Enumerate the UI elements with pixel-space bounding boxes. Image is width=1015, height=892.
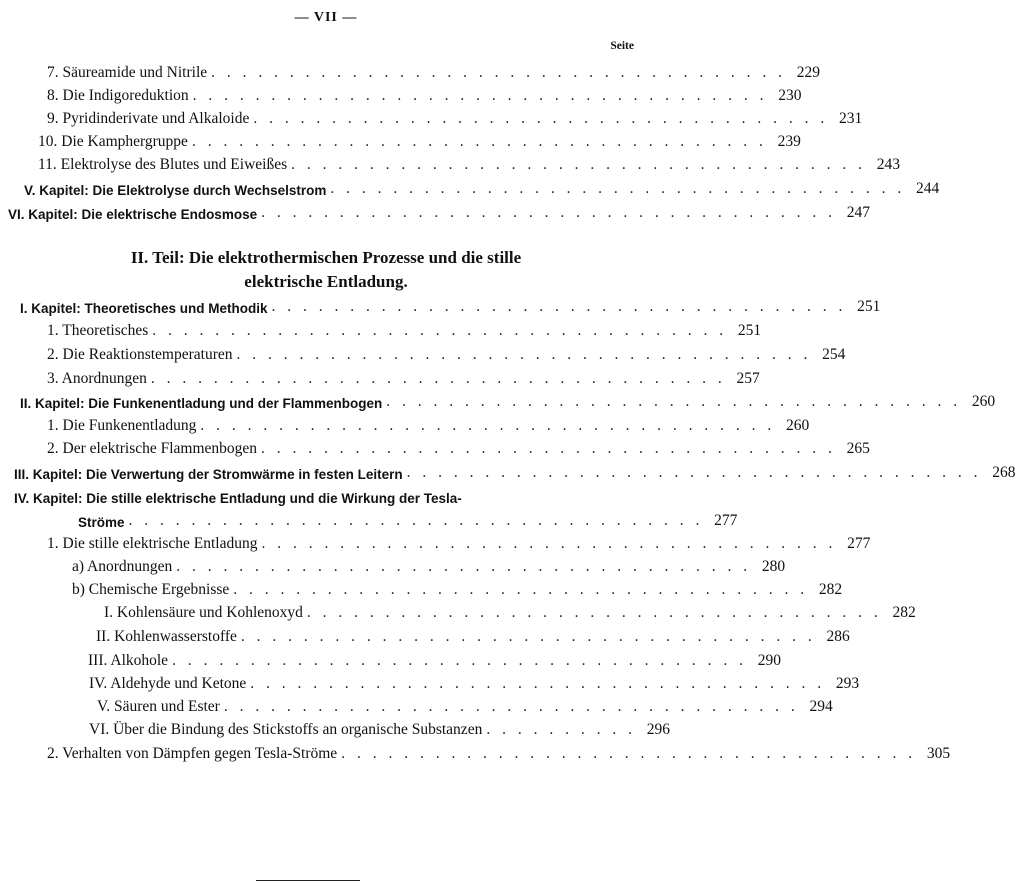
toc-page-number: 268 <box>992 464 1015 481</box>
toc-page-number: 257 <box>736 370 760 387</box>
toc-chapter-entry <box>0 484 636 506</box>
toc-page-number: 260 <box>786 417 810 434</box>
toc-chapter-entry <box>0 200 870 222</box>
dot-leader: . . . . . . . . . . . . . . . . . . . . . . . . . . . . . . . . . . . . . <box>223 698 799 715</box>
toc-entry-label: 2. Die Reaktionstemperaturen <box>47 346 233 363</box>
toc-entry <box>0 152 900 174</box>
toc-entry <box>0 318 762 340</box>
toc-entry-label: 1. Theoretisches <box>47 322 149 339</box>
bottom-rule <box>256 880 360 881</box>
toc-entry-label: 2. Verhalten von Dämpfen gegen Tesla-Ströme <box>47 745 338 762</box>
toc-page-number: 282 <box>892 604 916 621</box>
toc-entry <box>0 554 786 576</box>
toc-entry-label: V. Säuren und Ester <box>97 698 220 715</box>
toc-entry-label: 10. Die Kamphergruppe <box>38 133 188 150</box>
toc-chapter-label: IV. Kapitel: Die stille elektrische Entladung und die Wirkung der Tesla- <box>14 491 462 506</box>
toc-page-number: 230 <box>778 87 802 104</box>
toc-entry <box>0 648 781 670</box>
toc-entry <box>0 577 843 599</box>
toc-entry <box>0 83 802 105</box>
toc-page-number: 244 <box>915 180 940 197</box>
dot-leader: . . . . . . . . . . . . . . . . . . . . . . . . . . . . . . . . . . . . . <box>233 581 809 598</box>
toc-page-number: 229 <box>796 64 820 81</box>
toc-entry <box>0 129 801 151</box>
toc-entry-label: 3. Anordnungen <box>47 370 147 387</box>
dot-leader: . . . . . . . . . . . . . . . . . . . . . . . . . . . . . . . . . . . . . <box>406 464 982 481</box>
dot-leader: . . . . . . . . . . . . . . . . . . . . . . . . . . . . . . . . . . . . . <box>236 346 812 363</box>
toc-chapter-continuation <box>0 508 738 530</box>
seite-column-label: Seite <box>610 40 634 52</box>
toc-chapter-entry <box>0 389 996 411</box>
toc-entry <box>0 531 871 553</box>
part-title-line-1: II. Teil: Die elektrothermischen Prozesse und die stille <box>130 248 522 267</box>
dot-leader: . . . . . . . . . . . . . . . . . . . . . . . . . . . . . . . . . . . . . <box>291 156 866 173</box>
page-header: — VII — <box>294 10 358 25</box>
dot-leader: . . . . . . . . . . . . . . . . . . . . . . . . . . . . . . . . . . . . . <box>271 298 847 315</box>
dot-leader: . . . . . . . . . . . . . . . . . . . . . . . . . . . . . . . . . . . . . <box>250 675 826 692</box>
toc-page-number: 239 <box>777 133 801 150</box>
toc-entry-label: II. Kohlenwasserstoffe <box>96 628 237 645</box>
dot-leader: . . . . . . . . . . . . . . . . . . . . . . . . . . . . . . . . . . . . . <box>128 512 704 529</box>
dot-leader: . . . . . . . . . . . . . . . . . . . . . . . . . . . . . . . . . . . . . <box>253 110 829 127</box>
dot-leader: . . . . . . . . . . . . . . . . . . . . . . . . . . . . . . . . . . . . . <box>261 535 837 552</box>
toc-entry-label: 1. Die Funkenentladung <box>47 417 197 434</box>
toc-chapter-label: III. Kapitel: Die Verwertung der Stromwärme in festen Leitern <box>14 467 403 482</box>
toc-page-number: 251 <box>737 322 762 339</box>
toc-entry <box>0 436 870 458</box>
dot-leader: . . . . . . . . . . . . . . . . . . . . . . . . . . . . . . . . . . . . . <box>341 745 917 762</box>
toc-page-number: 294 <box>809 698 833 715</box>
toc-page-number: 254 <box>822 346 846 363</box>
toc-entry <box>0 717 670 739</box>
toc-chapter-entry <box>0 460 1015 482</box>
toc-entry <box>0 671 860 693</box>
dot-leader: . . . . . . . . . . . . . . . . . . . . . . . . . . . . . . . . . . . . . <box>152 322 728 339</box>
toc-page-number: 265 <box>846 440 870 457</box>
dot-leader: . . . . . . . . . . . . . . . . . . . . . . . . . . . . . . . . . . . . . <box>211 64 786 81</box>
toc-chapter-label: II. Kapitel: Die Funkenentladung und der Flammenbogen <box>20 396 383 411</box>
toc-chapter-label-continuation: Ströme <box>78 515 125 530</box>
toc-page-number: 296 <box>646 721 670 738</box>
dot-leader: . . . . . . . . . . . . . . . . . . . . . . . . . . . . . . . . . . . . . <box>306 604 882 621</box>
toc-entry <box>0 694 833 716</box>
toc-page-number: 293 <box>835 675 860 692</box>
dot-leader: . . . . . . . . . . . . . . . . . . . . . . . . . . . . . . . . . . . . . <box>176 558 752 575</box>
toc-entry-label: 9. Pyridinderivate und Alkaloide <box>47 110 250 127</box>
toc-page-number: 260 <box>971 393 996 410</box>
toc-page-number: 305 <box>926 745 951 762</box>
toc-page-number: 286 <box>826 628 850 645</box>
toc-page-number: 277 <box>847 535 871 552</box>
toc-entry-label: 1. Die stille elektrische Entladung <box>47 535 258 552</box>
toc-chapter-entry <box>0 176 940 198</box>
toc-page-number: 247 <box>846 204 870 221</box>
toc-entry <box>0 413 810 435</box>
toc-entry-label: IV. Aldehyde und Ketone <box>89 675 247 692</box>
toc-entry-label: b) Chemische Ergebnisse <box>72 581 230 598</box>
toc-entry <box>0 106 863 128</box>
toc-entry-label: 7. Säureamide und Nitrile <box>47 64 208 81</box>
toc-chapter-label: V. Kapitel: Die Elektrolyse durch Wechselstrom <box>24 183 327 198</box>
toc-entry <box>0 624 850 646</box>
toc-entry-label: 8. Die Indigoreduktion <box>47 87 189 104</box>
toc-page-number: 277 <box>714 512 738 529</box>
part-title-line-2: elektrische Entladung. <box>244 272 408 291</box>
toc-entry-label: VI. Über die Bindung des Stickstoffs an organische Substanzen <box>89 721 483 738</box>
toc-page-number: 290 <box>757 652 781 669</box>
toc-page-number: 280 <box>761 558 786 575</box>
dot-leader: . . . . . . . . . . . . . . . . . . . . . . . . . . . . . . . . . . . . . <box>172 652 747 669</box>
dot-leader: . . . . . . . . . . . . . . . . . . . . . . . . . . . . . . . . . . . . . <box>200 417 776 434</box>
toc-entry <box>0 60 820 82</box>
dot-leader: . . . . . . . . . . <box>486 721 636 738</box>
dot-leader: . . . . . . . . . . . . . . . . . . . . . . . . . . . . . . . . . . . . . <box>191 133 767 150</box>
toc-page-number: 282 <box>818 581 843 598</box>
toc-page-number: 231 <box>838 110 863 127</box>
toc-entry-label: I. Kohlensäure und Kohlenoxyd <box>104 604 303 621</box>
toc-chapter-label: I. Kapitel: Theoretisches und Methodik <box>20 301 268 316</box>
dot-leader: . . . . . . . . . . . . . . . . . . . . . . . . . . . . . . . . . . . . . <box>330 180 906 197</box>
toc-entry-label: 2. Der elektrische Flammenbogen <box>47 440 258 457</box>
toc-page-number: 243 <box>876 156 900 173</box>
toc-entry <box>0 342 846 364</box>
toc-entry-label: III. Alkohole <box>88 652 169 669</box>
toc-page-number: 251 <box>857 298 881 315</box>
dot-leader: . . . . . . . . . . . . . . . . . . . . . . . . . . . . . . . . . . . . . <box>192 87 768 104</box>
toc-entry-label: a) Anordnungen <box>72 558 173 575</box>
toc-entry <box>0 366 760 388</box>
dot-leader: . . . . . . . . . . . . . . . . . . . . . . . . . . . . . . . . . . . . . <box>261 204 836 221</box>
toc-chapter-entry <box>0 294 881 316</box>
toc-chapter-label: VI. Kapitel: Die elektrische Endosmose <box>8 207 258 222</box>
part-title <box>0 246 652 294</box>
toc-entry-label: 11. Elektrolyse des Blutes und Eiweißes <box>38 156 288 173</box>
dot-leader: . . . . . . . . . . . . . . . . . . . . . . . . . . . . . . . . . . . . . <box>261 440 836 457</box>
dot-leader: . . . . . . . . . . . . . . . . . . . . . . . . . . . . . . . . . . . . . <box>240 628 816 645</box>
toc-entry <box>0 741 951 763</box>
dot-leader: . . . . . . . . . . . . . . . . . . . . . . . . . . . . . . . . . . . . . <box>386 393 962 410</box>
toc-entry <box>0 600 916 622</box>
dot-leader: . . . . . . . . . . . . . . . . . . . . . . . . . . . . . . . . . . . . . <box>150 370 726 387</box>
